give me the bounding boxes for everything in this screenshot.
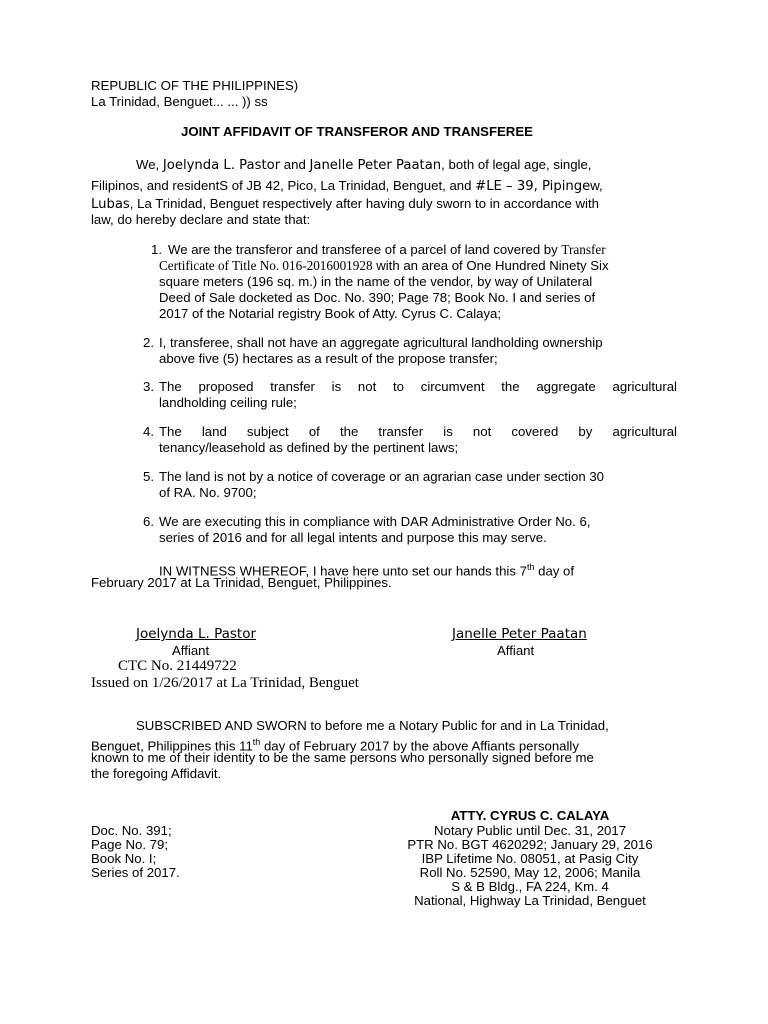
registry-doc: Doc. No. 391; [91,823,172,838]
item-line: The land is not by a notice of coverage or an agrarian case under section 30 [159,469,604,484]
ordinal-suffix: th [526,562,535,572]
jurat-line-1: SUBSCRIBED AND SWORN to before me a Notary Public for and in La Trinidad, [136,718,609,733]
intro-text: w, [590,178,603,193]
item-number: 1. [151,242,162,257]
item-number: 2. [143,335,154,350]
intro-text: , both of legal age, single, [441,157,592,172]
notary-name: ATTY. CYRUS C. CALAYA [450,808,610,823]
item-line: landholding ceiling rule; [159,395,297,410]
item-line: square meters (196 sq. m.) in the name of the vendor, by way of Unilateral [159,274,593,289]
item-line [159,258,609,274]
item-text: Certificate of Title No. 016-2016001928 [159,258,373,273]
item-number: 6. [143,514,154,529]
item-text: with an area of One Hundred Ninety Six [372,258,609,273]
intro-line-2 [91,178,603,195]
witness-line-2: February 2017 at La Trinidad, Benguet, Philippines. [91,575,392,590]
item-text: We are the transferor and transferee of a parcel of land covered by [168,242,562,257]
intro-line-3 [91,196,599,213]
transferor-name: Joelynda L. Pastor [162,158,281,173]
ordinal-suffix: th [252,737,261,747]
intro-text: We, [136,157,163,172]
jurat-text: day of February 2017 by the above Affiants personally [260,738,579,754]
notary-detail: Roll No. 52590, May 12, 2006; Manila [419,865,641,880]
notary-detail: PTR No. BGT 4620292; January 29, 2016 [407,837,653,852]
jurat-line-3: known to me of their identity to be the same persons who personally signed before me [91,750,594,765]
affiant-2-label: Affiant [497,643,535,658]
intro-line-4: law, do hereby declare and state that: [91,212,311,227]
place-name: Lubas [91,197,130,212]
item-line: I, transferee, shall not have an aggregate agricultural landholding ownership [159,335,603,350]
venue-line-1: REPUBLIC OF THE PHILIPPINES) [91,78,299,93]
affiant-1-name: Joelynda L. Pastor [136,626,257,642]
document-title: JOINT AFFIDAVIT OF TRANSFEROR AND TRANSFEREE [181,124,533,139]
witness-text: IN WITNESS WHEREOF, I have here unto set our hands this 7 [159,563,527,579]
affiant-1-label: Affiant [172,643,210,658]
transferee-address: #LE – 39, Pipinge [475,179,591,194]
registry-series: Series of 2017. [91,865,180,880]
notary-detail: Notary Public until Dec. 31, 2017 [433,823,627,838]
notary-detail: S & B Bldg., FA 224, Km. 4 [451,879,609,894]
item-line: The land subject of the transfer is not covered by agricultural [159,424,677,439]
item-line [168,242,606,258]
ctc-number: CTC No. 21449722 [118,658,237,674]
item-line: above five (5) hectares as a result of the propose transfer; [159,351,498,366]
jurat-line-4: the foregoing Affidavit. [91,766,222,781]
ctc-issued: Issued on 1/26/2017 at La Trinidad, Benguet [91,675,359,691]
item-line: of RA. No. 9700; [159,485,257,500]
intro-text: and [280,157,310,172]
item-line: The proposed transfer is not to circumvent the aggregate agricultural [159,379,677,394]
intro-line-1 [136,157,591,174]
item-line: tenancy/leasehold as defined by the pertinent laws; [159,440,459,455]
affiant-2-name: Janelle Peter Paatan [452,626,587,642]
transferee-name: Janelle Peter Paatan [309,158,442,173]
intro-text: Filipinos, and residentS of JB 42, Pico, La Trinidad, Benguet, and [91,178,476,193]
item-line: We are executing this in compliance with DAR Administrative Order No. 6, [159,514,591,529]
venue-line-2: La Trinidad, Benguet... ... )) ss [91,94,268,109]
notary-detail: IBP Lifetime No. 08051, at Pasig City [421,851,639,866]
registry-page: Page No. 79; [91,837,168,852]
item-number: 3. [143,379,154,394]
item-number: 5. [143,469,154,484]
item-line: Deed of Sale docketed as Doc. No. 390; Page 78; Book No. I and series of [159,290,596,305]
item-text: Transfer [561,242,606,257]
notary-detail: National, Highway La Trinidad, Benguet [414,893,646,908]
item-number: 4. [143,424,154,439]
intro-text: , La Trinidad, Benguet respectively after having duly sworn to in accordance with [129,196,599,211]
item-line: series of 2016 and for all legal intents and purpose this may serve. [159,530,547,545]
jurat-text: Benguet, Philippines this 11 [91,738,253,754]
item-line: 2017 of the Notarial registry Book of Atty. Cyrus C. Calaya; [159,306,502,321]
registry-book: Book No. I; [91,851,157,866]
witness-text: day of [534,563,575,579]
